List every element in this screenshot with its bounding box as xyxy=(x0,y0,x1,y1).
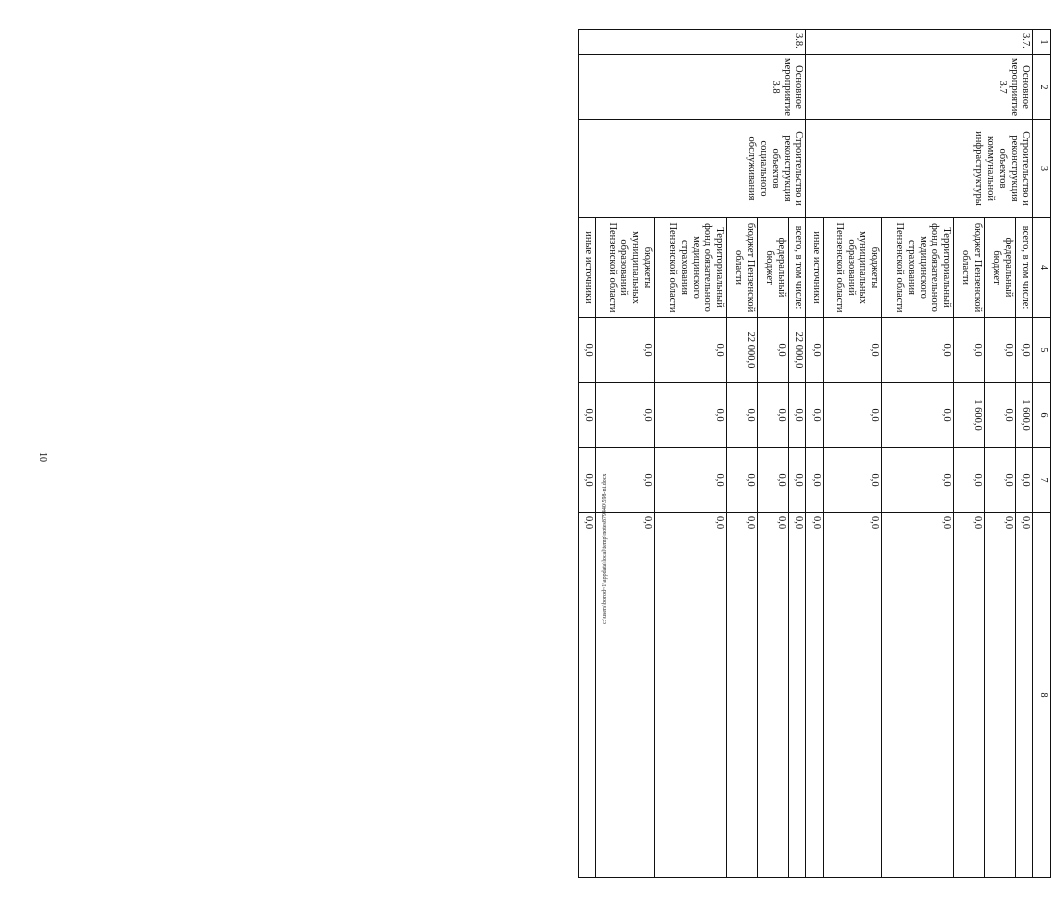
value-col-7: 0,0 xyxy=(1016,448,1033,513)
measure-name: Основное мероприятие 3.8 xyxy=(579,55,806,120)
header-cell-4: 4 xyxy=(1033,218,1051,318)
value-col-5: 0,0 xyxy=(654,318,726,383)
value-col-5: 0,0 xyxy=(985,318,1016,383)
measure-title: Строительство и реконструкция объектов коммунальной инфраструктуры xyxy=(806,120,1033,218)
value-col-6: 0,0 xyxy=(596,383,654,448)
file-path-footer: c:\users\borod~1\appdata\local\temp\notes879440\598-ni.docx xyxy=(602,473,608,624)
measure-name: Основное мероприятие 3.7 xyxy=(806,55,1033,120)
value-col-8: 0,0 xyxy=(654,513,726,878)
value-col-5: 0,0 xyxy=(806,318,823,383)
funding-source: федеральный бюджет xyxy=(985,218,1016,318)
value-col-5: 0,0 xyxy=(1016,318,1033,383)
value-col-5: 22 000,0 xyxy=(789,318,806,383)
value-col-8: 0,0 xyxy=(954,513,985,878)
value-col-8: 0,0 xyxy=(882,513,954,878)
header-cell-6: 6 xyxy=(1033,383,1051,448)
value-col-6: 1 600,0 xyxy=(1016,383,1033,448)
value-col-7: 0,0 xyxy=(806,448,823,513)
funding-source: бюджет Пензенской области xyxy=(954,218,985,318)
funding-source: Территориальный фонд обязательного медицинского страхования Пензенской области xyxy=(654,218,726,318)
value-col-6: 0,0 xyxy=(579,383,596,448)
funding-source: иные источники xyxy=(579,218,596,318)
value-col-8: 0,0 xyxy=(596,513,654,878)
value-col-8: 0,0 xyxy=(985,513,1016,878)
value-col-5: 0,0 xyxy=(579,318,596,383)
funding-source: бюджет Пензенской области xyxy=(727,218,758,318)
value-col-7: 0,0 xyxy=(727,448,758,513)
funding-source: бюджеты муниципальных образований Пензенской области xyxy=(596,218,654,318)
value-col-8: 0,0 xyxy=(727,513,758,878)
value-col-7: 0,0 xyxy=(596,448,654,513)
measure-title: Строительство и реконструкция объектов социального обслуживания xyxy=(579,120,806,218)
value-col-7: 0,0 xyxy=(954,448,985,513)
funding-source: всего, в том числе: xyxy=(1016,218,1033,318)
header-cell-3: 3 xyxy=(1033,120,1051,218)
value-col-8: 0,0 xyxy=(789,513,806,878)
row-number: 3.7. xyxy=(806,30,1033,55)
value-col-6: 0,0 xyxy=(727,383,758,448)
value-col-5: 22 000,0 xyxy=(727,318,758,383)
value-col-7: 0,0 xyxy=(789,448,806,513)
header-cell-7: 7 xyxy=(1033,448,1051,513)
value-col-5: 0,0 xyxy=(823,318,881,383)
value-col-6: 0,0 xyxy=(882,383,954,448)
value-col-7: 0,0 xyxy=(823,448,881,513)
table-body xyxy=(579,30,1051,878)
value-col-5: 0,0 xyxy=(758,318,789,383)
funding-source: всего, в том числе: xyxy=(789,218,806,318)
header-cell-1: 1 xyxy=(1033,30,1051,55)
table-row xyxy=(789,30,806,878)
value-col-8: 0,0 xyxy=(579,513,596,878)
value-col-7: 0,0 xyxy=(985,448,1016,513)
funding-source: иные источники xyxy=(806,218,823,318)
page-number: 10 xyxy=(37,452,48,462)
value-col-8: 0,0 xyxy=(758,513,789,878)
value-col-7: 0,0 xyxy=(579,448,596,513)
budget-table xyxy=(578,29,1051,878)
value-col-5: 0,0 xyxy=(882,318,954,383)
header-cell-8: 8 xyxy=(1033,513,1051,878)
funding-source: бюджеты муниципальных образований Пензенской области xyxy=(823,218,881,318)
value-col-6: 0,0 xyxy=(654,383,726,448)
header-row xyxy=(1033,30,1051,878)
value-col-7: 0,0 xyxy=(654,448,726,513)
row-number: 3.8. xyxy=(579,30,806,55)
value-col-7: 0,0 xyxy=(882,448,954,513)
rotated-table-sheet xyxy=(578,29,1051,874)
value-col-6: 0,0 xyxy=(985,383,1016,448)
value-col-5: 0,0 xyxy=(954,318,985,383)
value-col-6: 0,0 xyxy=(789,383,806,448)
value-col-6: 0,0 xyxy=(823,383,881,448)
value-col-6: 1 600,0 xyxy=(954,383,985,448)
value-col-6: 0,0 xyxy=(806,383,823,448)
value-col-8: 0,0 xyxy=(823,513,881,878)
value-col-8: 0,0 xyxy=(1016,513,1033,878)
table-row xyxy=(1016,30,1033,878)
value-col-7: 0,0 xyxy=(758,448,789,513)
funding-source: Территориальный фонд обязательного медицинского страхования Пензенской области xyxy=(882,218,954,318)
funding-source: федеральный бюджет xyxy=(758,218,789,318)
header-cell-2: 2 xyxy=(1033,55,1051,120)
header-cell-5: 5 xyxy=(1033,318,1051,383)
value-col-6: 0,0 xyxy=(758,383,789,448)
value-col-8: 0,0 xyxy=(806,513,823,878)
value-col-5: 0,0 xyxy=(596,318,654,383)
